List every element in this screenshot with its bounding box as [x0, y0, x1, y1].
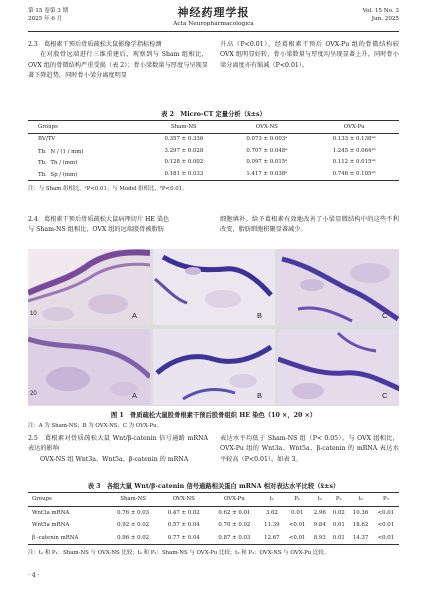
- table-cell: Wnt3a mRNA: [32, 509, 70, 516]
- table-2: [28, 120, 399, 181]
- table-row: [28, 532, 399, 545]
- table-cell: 0.92 ± 0.02: [117, 522, 150, 529]
- table-cell: 0.181 ± 0.033: [164, 170, 204, 177]
- table-cell: 0.87 ± 0.03: [218, 534, 251, 541]
- section-2-4-heading: 2.4 葛根素干预后骨质疏松大鼠病理切片 HE 染色: [28, 216, 170, 223]
- table-3-header-row: [28, 493, 399, 507]
- table-cell: BV/TV: [38, 136, 56, 143]
- header-date-en: Jun. 2025: [371, 15, 399, 22]
- table-3-note: 注：t₁ 和 P₁：Sham-NS 与 OVX-NS 比较；t₂ 和 P₂：Sham-NS 与 OVX-Pu 比较；t₃ 和 P₃：OVX-NS 与 OVX-Pu 比较。: [28, 550, 330, 556]
- table-row: [28, 133, 399, 145]
- table-cell: 8.93: [313, 534, 326, 541]
- section-2-3-body-left: 在对股骨远端进行三维重建后，观察到与 Sham 组相比，OVX 组的骨微结构严重受损（表 2）；骨小梁数量与厚度与呈现显著下降趋势，同时骨小梁分离度明显: [28, 51, 208, 80]
- section-2-3-body-right: 升高（P<0.01），经葛根素干预后 OVX-Pu 组的骨微结构较 OVX 组明显好转，骨小梁数量与厚度均呈现显著上升，同时骨小梁分离度亦有缩减（P<0.01）。: [220, 41, 399, 69]
- header-vol-issue-en: Vol. 15 No. 3: [362, 8, 399, 14]
- table-cell: <0.01: [377, 534, 395, 541]
- table-cell: Tb．N / (1 / mm): [38, 148, 84, 155]
- table-cell: 0.01: [332, 534, 345, 541]
- table-cell: 1.245 ± 0.064ᵃᵇ: [332, 147, 376, 154]
- table-cell: β -catenin mRNA: [32, 534, 79, 541]
- panel-label: B: [257, 391, 263, 400]
- panel-label: A: [132, 311, 138, 320]
- table-cell: <0.01: [377, 522, 395, 529]
- table-cell: 0.133 ± 0.138ᵃᵇ: [332, 136, 376, 143]
- header-date-cn: 2025 年 6 月: [28, 15, 63, 22]
- table-3-header-cell: P₃: [382, 496, 389, 503]
- table-cell: 3.62: [265, 509, 278, 516]
- figure-1-caption: 图 1 骨质疏松大鼠股骨根素干预后股骨组织 HE 染色（10 ×，20 ×）: [110, 412, 317, 419]
- table-cell: 0.01: [291, 509, 304, 516]
- section-2-4-body-right: 细胞填补。给予葛根素有效地改善了小梁显微结构中的这些不利改变，脂肪细胞积聚显著减少。: [220, 216, 399, 234]
- table-2-caption: 表 2 Micro-CT 定量分析（x̄±s）: [161, 111, 266, 118]
- table-cell: 0.96 ± 0.02: [117, 534, 150, 541]
- table-3-caption: 表 3 各组大鼠 Wnt/β-catenin 信号通路相关蛋白 mRNA 相对表达水平比较（x̄±s）: [87, 483, 340, 490]
- table-cell: Tb．Sp / (mm): [38, 171, 78, 178]
- row-label-20x: 20: [30, 391, 37, 397]
- page-number: · 4 ·: [28, 572, 40, 579]
- section-2-5-body-right: 表达水平均低于 Sham-NS 组（P< 0.05）。与 OVX 组相比，OVX-Pu 组的 Wnt3a、Wnt5a、β-catenin 的 mRNA 表达水平较高（P<0.01）。如表 3。: [220, 435, 399, 463]
- section-2-3-heading: 2.3 葛根素干预后骨质疏松大鼠影像学指标检测: [28, 41, 162, 48]
- table-cell: 0.47 ± 0.02: [167, 509, 200, 516]
- table-cell: 1.417 ± 0.038ᵃ: [246, 170, 288, 177]
- header-right: [363, 8, 399, 23]
- table-3: [28, 492, 399, 545]
- table-cell: 18.62: [352, 522, 369, 529]
- panel-label: B: [257, 311, 263, 320]
- table-cell: 0.128 ± 0.002: [164, 159, 204, 166]
- table-cell: 9.84: [313, 522, 326, 529]
- section-2-3-left: [28, 40, 208, 82]
- header-vol-issue-cn: 第 15 卷第 3 期: [28, 8, 69, 14]
- table-cell: 0.57 ± 0.04: [167, 522, 200, 529]
- table-cell: 11.39: [264, 522, 280, 529]
- section-2-4-body-left: 与 Sham-NS 组相比，OVX 组的远端股骨被脂肪: [28, 226, 164, 234]
- row-label-10x: 10: [30, 311, 37, 317]
- micrograph-c-20x: [278, 329, 399, 405]
- table-cell: 0.357 ± 0.336: [164, 136, 204, 143]
- header-rule: [28, 31, 399, 32]
- table-cell: 12.67: [264, 534, 280, 541]
- table-row: [28, 519, 399, 532]
- table-2-header-cell: Sham-NS: [171, 123, 197, 130]
- table-cell: Wnt5a mRNA: [32, 522, 70, 529]
- table-2-header-cell: OVX-NS: [255, 123, 278, 130]
- table-3-header-cell: OVX-Pu: [223, 496, 245, 503]
- table-cell: 3.297 ± 0.028: [164, 147, 204, 154]
- table-row: [28, 168, 399, 180]
- table-3-header-cell: P₁: [294, 496, 301, 503]
- micrograph-image: [278, 329, 399, 405]
- table-cell: 2.96: [313, 509, 326, 516]
- figure-1: [28, 249, 399, 406]
- panel-label: C: [382, 311, 388, 320]
- micrograph-image: [278, 249, 399, 325]
- table-cell: 0.62 ± 0.01: [218, 509, 251, 516]
- table-cell: 0.746 ± 0.105ᵃᵇ: [332, 170, 376, 177]
- table-cell: 0.02: [332, 509, 345, 516]
- table-2-header-cell: OVX-Pu: [343, 123, 365, 130]
- table-row: [28, 145, 399, 157]
- table-2-header-row: [28, 121, 399, 134]
- table-cell: 10.36: [352, 509, 369, 516]
- journal-title-cn: 神经药理学报: [177, 6, 250, 19]
- section-2-5-left: [28, 434, 208, 465]
- table-cell: 0.77 ± 0.04: [167, 534, 200, 541]
- micrograph-c-10x: [278, 249, 399, 325]
- panel-label: A: [132, 391, 138, 400]
- figure-1-note: 注：A 为 Sham-NS；B 为 OVX-NS；C 为 OVX-Pu。: [28, 423, 162, 429]
- table-cell: 14.37: [352, 534, 369, 541]
- table-cell: 0.707 ± 0.048ᵃ: [246, 147, 288, 154]
- table-cell: 0.76 ± 0.03: [117, 509, 150, 516]
- table-2-header-cell: Groups: [38, 123, 58, 130]
- table-3-header-cell: Groups: [32, 496, 52, 503]
- table-cell: <0.01: [288, 534, 306, 541]
- table-3-header-cell: t₁: [269, 496, 275, 503]
- table-cell: 0.097 ± 0.015ᵃ: [246, 159, 288, 166]
- table-row: [28, 506, 399, 519]
- panel-label: C: [382, 391, 388, 400]
- table-3-header-cell: P₂: [335, 496, 342, 503]
- table-cell: <0.01: [288, 522, 306, 529]
- section-2-5-body-left: OVX-NS 组 Wnt3a、Wnt5a、β-catenin 的 mRNA: [40, 455, 189, 463]
- table-row: [28, 157, 399, 169]
- table-2-note: 注：与 Sham 组相比，ᵃP<0.01；与 Model 组相比，ᵇP<0.01。: [28, 186, 188, 192]
- table-3-header-cell: Sham-NS: [120, 496, 146, 503]
- table-cell: 0.70 ± 0.02: [218, 522, 251, 529]
- table-cell: 0.01: [332, 522, 345, 529]
- section-2-5-heading: 2.5 葛根素对骨质疏松大鼠 Wnt/β-catenin 信号通路 mRNA 表达的影响: [28, 435, 208, 453]
- table-cell: 0.073 ± 0.003ᵃ: [246, 136, 288, 143]
- table-cell: 0.112 ± 0.015ᵃᵇ: [332, 159, 376, 166]
- table-3-header-cell: OVX-NS: [172, 496, 195, 503]
- section-2-4-left: [28, 215, 208, 236]
- table-cell: <0.01: [377, 509, 395, 516]
- table-3-header-cell: t₂: [317, 496, 322, 503]
- table-cell: Tb．Th / (mm): [38, 160, 78, 167]
- table-3-header-cell: t₃: [358, 496, 363, 503]
- journal-title-en: Acta Neuropharmacologica: [173, 21, 254, 27]
